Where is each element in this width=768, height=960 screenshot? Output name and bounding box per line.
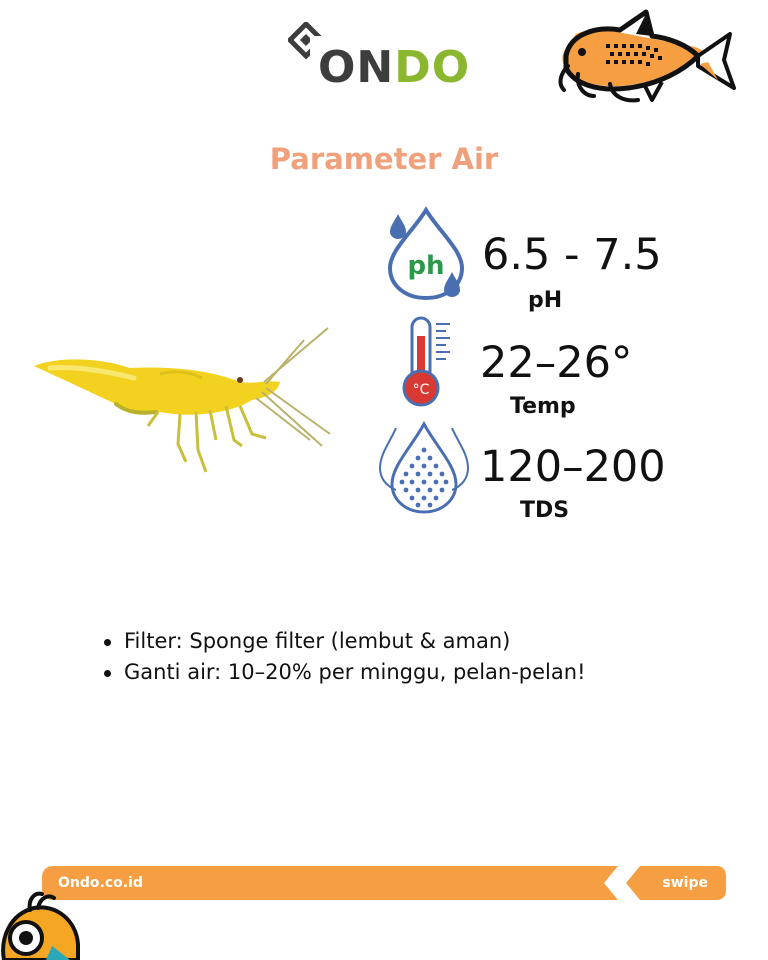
note-filter: Filter: Sponge filter (lembut & aman) [104, 626, 704, 657]
footer-bar-shape [42, 866, 726, 900]
temp-label: Temp [510, 394, 576, 419]
tds-label: TDS [520, 498, 570, 523]
note-water-change: Ganti air: 10–20% per minggu, pelan-pelan! [104, 657, 704, 688]
logo-wordmark-dark: ON [318, 42, 395, 93]
yellow-shrimp-image [30, 322, 340, 492]
thermometer-icon [388, 314, 478, 410]
tds-value: 120–200 [480, 442, 666, 492]
logo-wordmark-green: DO [394, 42, 471, 93]
ph-label: pH [528, 288, 563, 313]
tds-drop-icon [376, 420, 472, 516]
catfish-icon [548, 4, 738, 108]
svg-text:ph: ph [407, 251, 445, 281]
care-notes-list [104, 626, 704, 688]
swipe-button[interactable]: swipe [662, 875, 708, 891]
page-title: Parameter Air [269, 142, 499, 176]
bird-mascot-icon [0, 888, 84, 960]
footer-bar [42, 866, 726, 900]
ondo-logo[interactable] [288, 20, 488, 102]
temp-value: 22–26° [480, 338, 633, 388]
svg-text:°C: °C [412, 382, 430, 398]
ph-value: 6.5 - 7.5 [482, 230, 662, 280]
footer-site-link[interactable]: Ondo.co.id [58, 875, 143, 891]
logo-wordmark [318, 42, 471, 93]
ph-drop-icon [384, 206, 474, 302]
